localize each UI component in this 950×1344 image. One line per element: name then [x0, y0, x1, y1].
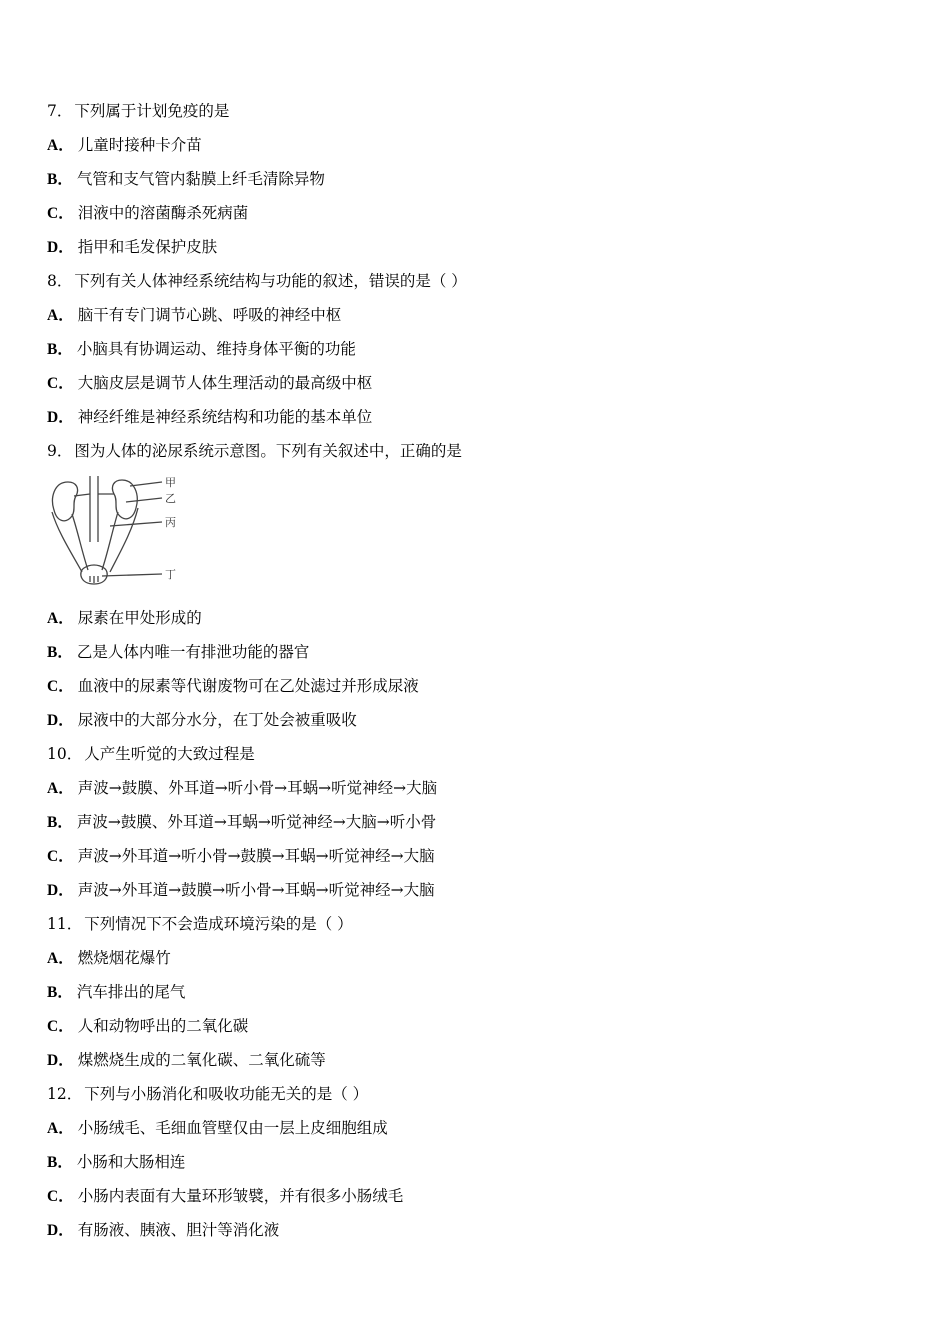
q9-option-b: B． 乙是人体内唯一有排泄功能的器官 — [47, 643, 310, 661]
q8-option-d: D． 神经纤维是神经系统结构和功能的基本单位 — [47, 408, 373, 426]
q7-option-a: A． 儿童时接种卡介苗 — [47, 136, 202, 154]
q11-option-b: B． 汽车排出的尾气 — [47, 983, 186, 1001]
question-9-stem: 9． 图为人体的泌尿系统示意图。下列有关叙述中，正确的是 — [47, 442, 462, 460]
q11-option-c: C． 人和动物呼出的二氧化碳 — [47, 1017, 249, 1035]
q12-option-a: A． 小肠绒毛、毛细血管壁仅由一层上皮细胞组成 — [47, 1119, 388, 1137]
q12-option-d: D． 有肠液、胰液、胆汁等消化液 — [47, 1221, 280, 1239]
label-ding: 丁 — [165, 568, 176, 581]
q12-option-b: B． 小肠和大肠相连 — [47, 1153, 186, 1171]
question-7-stem: 7． 下列属于计划免疫的是 — [47, 102, 230, 120]
q7-option-c: C． 泪液中的溶菌酶杀死病菌 — [47, 204, 249, 222]
q9-option-a: A． 尿素在甲处形成的 — [47, 609, 202, 627]
left-kidney-shape — [53, 482, 78, 521]
q9-option-c: C． 血液中的尿素等代谢废物可在乙处滤过并形成尿液 — [47, 677, 419, 695]
question-12-stem: 12． 下列与小肠消化和吸收功能无关的是（ ） — [47, 1085, 369, 1103]
vessel-lines — [90, 476, 98, 542]
urinary-system-diagram — [44, 472, 184, 590]
label-yi: 乙 — [165, 492, 176, 505]
q10-option-b: B． 声波→鼓膜、外耳道→耳蜗→听觉神经→大脑→听小骨 — [47, 813, 437, 831]
q7-option-d: D． 指甲和毛发保护皮肤 — [47, 238, 218, 256]
q8-option-a: A． 脑干有专门调节心跳、呼吸的神经中枢 — [47, 306, 342, 324]
q11-option-d: D． 煤燃烧生成的二氧化碳、二氧化硫等 — [47, 1051, 326, 1069]
q8-option-c: C． 大脑皮层是调节人体生理活动的最高级中枢 — [47, 374, 373, 392]
left-ureter — [72, 514, 88, 570]
q10-option-a: A． 声波→鼓膜、外耳道→听小骨→耳蜗→听觉神经→大脑 — [47, 779, 438, 797]
q10-option-d: D． 声波→外耳道→鼓膜→听小骨→耳蜗→听觉神经→大脑 — [47, 881, 435, 899]
label-jia: 甲 — [165, 476, 176, 489]
label-bing: 丙 — [165, 516, 176, 529]
q12-option-c: C． 小肠内表面有大量环形皱襞，并有很多小肠绒毛 — [47, 1187, 404, 1205]
question-10-stem: 10． 人产生听觉的大致过程是 — [47, 745, 255, 763]
q10-option-c: C． 声波→外耳道→听小骨→鼓膜→耳蜗→听觉神经→大脑 — [47, 847, 435, 865]
q9-option-d: D． 尿液中的大部分水分，在丁处会被重吸收 — [47, 711, 357, 729]
q11-option-a: A． 燃烧烟花爆竹 — [47, 949, 171, 967]
question-8-stem: 8． 下列有关人体神经系统结构与功能的叙述，错误的是（ ） — [47, 272, 467, 290]
q7-option-b: B． 气管和支气管内黏膜上纤毛清除异物 — [47, 170, 325, 188]
question-11-stem: 11． 下列情况下不会造成环境污染的是（ ） — [47, 915, 353, 933]
q8-option-b: B． 小脑具有协调运动、维持身体平衡的功能 — [47, 340, 356, 358]
